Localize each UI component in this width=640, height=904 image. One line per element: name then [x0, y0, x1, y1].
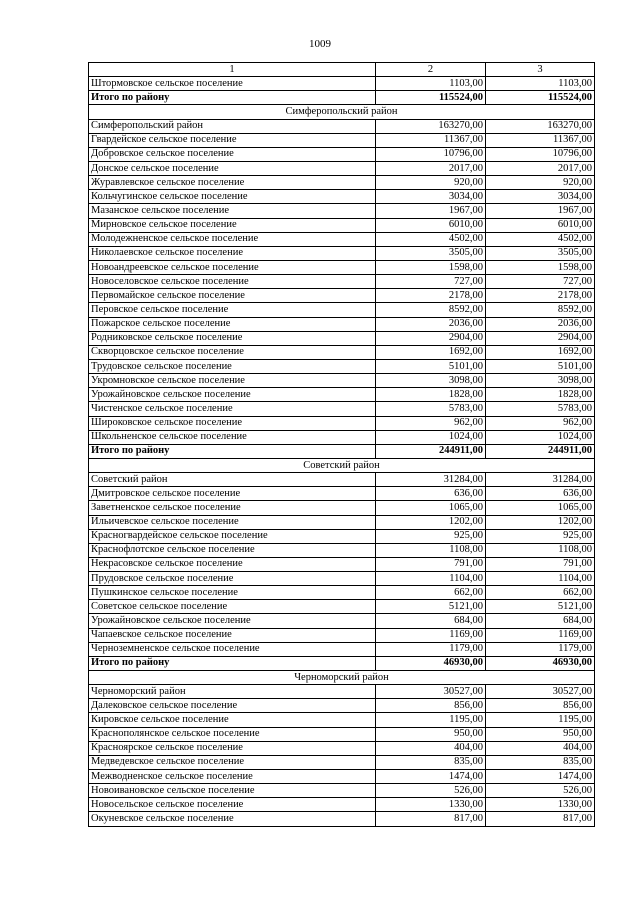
total-row [89, 444, 595, 458]
name-cell: Кольчугинское сельское поселение [89, 190, 376, 204]
total-row [89, 91, 595, 105]
name-cell: Школьненское сельское поселение [89, 430, 376, 444]
value-col-2: 10796,00 [376, 147, 486, 161]
name-cell: Чапаевское сельское поселение [89, 628, 376, 642]
name-cell: Чистенское сельское поселение [89, 402, 376, 416]
table-row [89, 741, 595, 755]
table-row [89, 246, 595, 260]
value-col-2: 1103,00 [376, 77, 486, 91]
name-cell: Некрасовское сельское поселение [89, 557, 376, 571]
value-col-3: 3505,00 [486, 246, 595, 260]
value-col-3: 5121,00 [486, 600, 595, 614]
value-col-2: 1967,00 [376, 204, 486, 218]
value-col-3: 962,00 [486, 416, 595, 430]
value-col-3: 1104,00 [486, 572, 595, 586]
value-col-3: 2036,00 [486, 317, 595, 331]
table-row [89, 77, 595, 91]
value-col-2: 1828,00 [376, 388, 486, 402]
table-row [89, 289, 595, 303]
table-header-row [89, 63, 595, 77]
value-col-2: 163270,00 [376, 119, 486, 133]
name-cell: Первомайское сельское поселение [89, 289, 376, 303]
value-col-3: 925,00 [486, 529, 595, 543]
table-row [89, 586, 595, 600]
table-row [89, 317, 595, 331]
table-row [89, 303, 595, 317]
value-col-2: 662,00 [376, 586, 486, 600]
name-cell: Родниковское сельское поселение [89, 331, 376, 345]
total-row [89, 656, 595, 670]
value-col-3: 404,00 [486, 741, 595, 755]
value-col-3: 2904,00 [486, 331, 595, 345]
header-col-3: 3 [486, 63, 595, 77]
value-col-2: 2036,00 [376, 317, 486, 331]
name-cell: Мирновское сельское поселение [89, 218, 376, 232]
table-row [89, 331, 595, 345]
value-col-3: 4502,00 [486, 232, 595, 246]
name-cell: Штормовское сельское поселение [89, 77, 376, 91]
name-cell: Кировское сельское поселение [89, 713, 376, 727]
value-col-3: 46930,00 [486, 656, 595, 670]
section-header-row [89, 458, 595, 472]
name-cell: Красногвардейское сельское поселение [89, 529, 376, 543]
value-col-2: 3505,00 [376, 246, 486, 260]
value-col-2: 835,00 [376, 755, 486, 769]
value-col-3: 10796,00 [486, 147, 595, 161]
value-col-2: 1598,00 [376, 260, 486, 274]
name-cell: Симферопольский район [89, 119, 376, 133]
table-row [89, 133, 595, 147]
value-col-2: 1692,00 [376, 345, 486, 359]
value-col-2: 925,00 [376, 529, 486, 543]
name-cell: Краснофлотское сельское поселение [89, 543, 376, 557]
value-col-2: 5101,00 [376, 359, 486, 373]
value-col-2: 2017,00 [376, 161, 486, 175]
table-row [89, 798, 595, 812]
table-row [89, 642, 595, 656]
value-col-3: 31284,00 [486, 473, 595, 487]
value-col-3: 1103,00 [486, 77, 595, 91]
value-col-2: 1202,00 [376, 515, 486, 529]
name-cell: Журавлевское сельское поселение [89, 176, 376, 190]
value-col-2: 2904,00 [376, 331, 486, 345]
value-col-3: 636,00 [486, 487, 595, 501]
value-col-3: 920,00 [486, 176, 595, 190]
table-row [89, 572, 595, 586]
value-col-3: 115524,00 [486, 91, 595, 105]
value-col-3: 662,00 [486, 586, 595, 600]
section-header-row [89, 105, 595, 119]
value-col-3: 856,00 [486, 699, 595, 713]
value-col-2: 526,00 [376, 784, 486, 798]
value-col-2: 1169,00 [376, 628, 486, 642]
value-col-3: 835,00 [486, 755, 595, 769]
value-col-2: 3098,00 [376, 374, 486, 388]
table-row [89, 685, 595, 699]
value-col-2: 817,00 [376, 812, 486, 826]
table-row [89, 487, 595, 501]
value-col-2: 1065,00 [376, 501, 486, 515]
value-col-2: 1179,00 [376, 642, 486, 656]
table-row [89, 628, 595, 642]
name-cell: Заветненское сельское поселение [89, 501, 376, 515]
value-col-2: 8592,00 [376, 303, 486, 317]
value-col-2: 1108,00 [376, 543, 486, 557]
table-row [89, 529, 595, 543]
section-title: Советский район [89, 458, 595, 472]
value-col-3: 1195,00 [486, 713, 595, 727]
value-col-3: 1179,00 [486, 642, 595, 656]
name-cell: Перовское сельское поселение [89, 303, 376, 317]
table-row [89, 275, 595, 289]
value-col-2: 4502,00 [376, 232, 486, 246]
name-cell: Укромновское сельское поселение [89, 374, 376, 388]
name-cell: Новоандреевское сельское поселение [89, 260, 376, 274]
value-col-3: 30527,00 [486, 685, 595, 699]
value-col-3: 1828,00 [486, 388, 595, 402]
value-col-3: 1169,00 [486, 628, 595, 642]
value-col-3: 2178,00 [486, 289, 595, 303]
value-col-3: 526,00 [486, 784, 595, 798]
value-col-2: 950,00 [376, 727, 486, 741]
page-number: 1009 [309, 38, 331, 50]
value-col-2: 31284,00 [376, 473, 486, 487]
value-col-3: 8592,00 [486, 303, 595, 317]
name-cell: Широковское сельское поселение [89, 416, 376, 430]
value-col-2: 404,00 [376, 741, 486, 755]
value-col-3: 1967,00 [486, 204, 595, 218]
name-cell: Краснополянское сельское поселение [89, 727, 376, 741]
table-row [89, 161, 595, 175]
name-cell: Гвардейское сельское поселение [89, 133, 376, 147]
table-row [89, 416, 595, 430]
table-row [89, 402, 595, 416]
table-row [89, 713, 595, 727]
value-col-3: 163270,00 [486, 119, 595, 133]
table-row [89, 119, 595, 133]
name-cell: Скворцовское сельское поселение [89, 345, 376, 359]
value-col-3: 1065,00 [486, 501, 595, 515]
name-cell: Медведевское сельское поселение [89, 755, 376, 769]
value-col-2: 244911,00 [376, 444, 486, 458]
value-col-2: 1024,00 [376, 430, 486, 444]
table-row [89, 557, 595, 571]
name-cell: Советское сельское поселение [89, 600, 376, 614]
value-col-2: 684,00 [376, 614, 486, 628]
name-cell: Итого по району [89, 444, 376, 458]
name-cell: Советский район [89, 473, 376, 487]
table-row [89, 699, 595, 713]
section-title: Черноморский район [89, 671, 595, 685]
table-row [89, 374, 595, 388]
header-col-2: 2 [376, 63, 486, 77]
value-col-3: 5783,00 [486, 402, 595, 416]
value-col-2: 30527,00 [376, 685, 486, 699]
value-col-3: 1330,00 [486, 798, 595, 812]
value-col-2: 962,00 [376, 416, 486, 430]
name-cell: Дмитровское сельское поселение [89, 487, 376, 501]
name-cell: Окуневское сельское поселение [89, 812, 376, 826]
name-cell: Пожарское сельское поселение [89, 317, 376, 331]
table-row [89, 600, 595, 614]
table-row [89, 727, 595, 741]
name-cell: Красноярское сельское поселение [89, 741, 376, 755]
name-cell: Прудовское сельское поселение [89, 572, 376, 586]
table-row [89, 784, 595, 798]
table-row [89, 190, 595, 204]
value-col-2: 2178,00 [376, 289, 486, 303]
name-cell: Пушкинское сельское поселение [89, 586, 376, 600]
table-row [89, 345, 595, 359]
name-cell: Новоивановское сельское поселение [89, 784, 376, 798]
name-cell: Итого по району [89, 656, 376, 670]
value-col-3: 244911,00 [486, 444, 595, 458]
table-row [89, 388, 595, 402]
value-col-2: 636,00 [376, 487, 486, 501]
table-row [89, 359, 595, 373]
table-body [89, 63, 595, 827]
name-cell: Урожайновское сельское поселение [89, 614, 376, 628]
value-col-3: 1024,00 [486, 430, 595, 444]
value-col-2: 1474,00 [376, 770, 486, 784]
table-row [89, 260, 595, 274]
table-row [89, 501, 595, 515]
value-col-3: 1202,00 [486, 515, 595, 529]
value-col-2: 46930,00 [376, 656, 486, 670]
value-col-2: 727,00 [376, 275, 486, 289]
table-row [89, 147, 595, 161]
value-col-2: 3034,00 [376, 190, 486, 204]
value-col-3: 1598,00 [486, 260, 595, 274]
value-col-2: 856,00 [376, 699, 486, 713]
name-cell: Николаевское сельское поселение [89, 246, 376, 260]
table-row [89, 543, 595, 557]
table-row [89, 515, 595, 529]
name-cell: Новосельское сельское поселение [89, 798, 376, 812]
name-cell: Итого по району [89, 91, 376, 105]
value-col-3: 950,00 [486, 727, 595, 741]
table-row [89, 176, 595, 190]
table-row [89, 204, 595, 218]
name-cell: Донское сельское поселение [89, 161, 376, 175]
table-row [89, 218, 595, 232]
name-cell: Урожайновское сельское поселение [89, 388, 376, 402]
value-col-2: 920,00 [376, 176, 486, 190]
name-cell: Далековское сельское поселение [89, 699, 376, 713]
value-col-3: 1692,00 [486, 345, 595, 359]
value-col-2: 791,00 [376, 557, 486, 571]
value-col-2: 5121,00 [376, 600, 486, 614]
value-col-3: 2017,00 [486, 161, 595, 175]
value-col-3: 791,00 [486, 557, 595, 571]
value-col-2: 5783,00 [376, 402, 486, 416]
name-cell: Черноземненское сельское поселение [89, 642, 376, 656]
value-col-2: 1330,00 [376, 798, 486, 812]
value-col-2: 6010,00 [376, 218, 486, 232]
name-cell: Мазанское сельское поселение [89, 204, 376, 218]
value-col-2: 115524,00 [376, 91, 486, 105]
value-col-3: 6010,00 [486, 218, 595, 232]
value-col-2: 1195,00 [376, 713, 486, 727]
table-row [89, 473, 595, 487]
name-cell: Трудовское сельское поселение [89, 359, 376, 373]
name-cell: Молодежненское сельское поселение [89, 232, 376, 246]
value-col-3: 727,00 [486, 275, 595, 289]
table-row [89, 812, 595, 826]
section-header-row [89, 671, 595, 685]
value-col-2: 1104,00 [376, 572, 486, 586]
table-row [89, 614, 595, 628]
value-col-3: 817,00 [486, 812, 595, 826]
name-cell: Черноморский район [89, 685, 376, 699]
value-col-3: 1108,00 [486, 543, 595, 557]
table-row [89, 770, 595, 784]
budget-table [88, 62, 595, 827]
value-col-3: 11367,00 [486, 133, 595, 147]
value-col-3: 3098,00 [486, 374, 595, 388]
section-title: Симферопольский район [89, 105, 595, 119]
table-row [89, 755, 595, 769]
name-cell: Новоселовское сельское поселение [89, 275, 376, 289]
value-col-3: 3034,00 [486, 190, 595, 204]
table-row [89, 232, 595, 246]
value-col-3: 684,00 [486, 614, 595, 628]
name-cell: Ильичевское сельское поселение [89, 515, 376, 529]
table-row [89, 430, 595, 444]
value-col-3: 1474,00 [486, 770, 595, 784]
name-cell: Межводненское сельское поселение [89, 770, 376, 784]
header-col-1: 1 [89, 63, 376, 77]
name-cell: Добровское сельское поселение [89, 147, 376, 161]
value-col-3: 5101,00 [486, 359, 595, 373]
value-col-2: 11367,00 [376, 133, 486, 147]
